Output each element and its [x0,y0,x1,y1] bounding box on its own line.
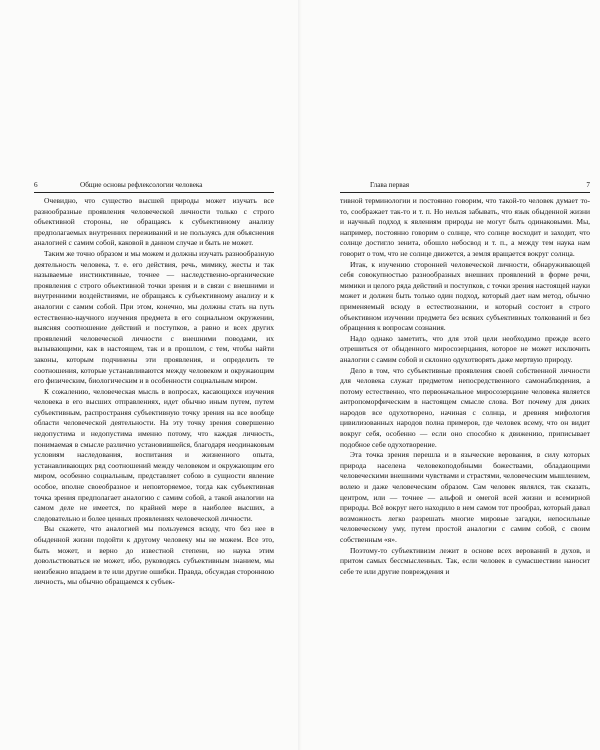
right-page [300,0,600,750]
paragraph: Вы скажете, что аналогией мы пользуемся всюду, что без нее в обыденной жизни подойти к другому человеку мы не можем. Все это, быть может, и верно до известной степени, но наука этим довольствоваться не может, ибо, руководясь субъективным знанием, мы неизбежно впадаем в те или другие ошибки. Правда, обсуждая стороннюю личность, мы обычно обращаемся к субъек- [34,524,274,587]
left-page-number: 6 [34,181,38,189]
paragraph: Дело в том, что субъективные проявления своей собственной личности для человека служат предметом непосредственного самонаблюдения, а потому естественно, что первоначальное миросозерцание человека является антропоморфическим в настоящем смысле слова. Вот почему для диких народов все одухотворено, начиная с солнца, и древняя мифология цивилизованных народов полна примеров, где человек всему, что он видит вокруг себя, особенно — если оно способно к движению, приписывает подобное себе одухотворение. [340,365,590,449]
paragraph: тивной терминологии и постоянно говорим, что такой-то человек думает то-то, соображает так-то и т. п. Но нельзя забывать, что язык обыденной жизни и научный подход к явлениям природы не могут быть одинаковыми. Мы, например, постоянно говорим о солнце, что солнце восходит и заходит, что солнце достигло зенита, обошло небосвод и т. п., а между тем наука нам говорит о том, что не солнце движется, а земля вращается вокруг солнца. [340,196,590,258]
paragraph: К сожалению, человеческая мысль в вопросах, касающихся изучения человека в его высших отправлениях, идет обычно иным путем, путем субъективным, распространяя субъективную точку зрения на все вообще области человеческой деятельности. На эту точку зрения совершенно недопустима и недопустима именно потому, что каждая личность, понимаемая в смысле различно установившейся, благодаря неодинаковым условиям наследования, воспитания и жизненного опыта, устанавливающих ряд соотношений между человеком и окружающим его миром, особенно социальным, представляет собою в сущности явление особое, вполне своеобразное и неповторяемое, тогда как субъективная точка зрения предполагает аналогию с самим собой, а такой аналогии на самом деле не имеется, по крайней мере в наиболее высших, а следовательно и более ценных проявлениях человеческой личности. [34,386,274,523]
paragraph: Поэтому-то субъективизм лежит в основе всех верований в духов, и притом самых бессмысленных. Так, если человек в сумасшествии наносит себе те или другие повреждения и [340,545,590,576]
left-running-head [34,180,274,192]
paragraph: Таким же точно образом и мы можем и должны изучать разнообразную деятельность человека, т. е. его действия, речь, мимику, жесты и так называемые инстинктивные, точнее — наследственно-органические проявления с строго объективной точки зрения и в связи с внешними и внутренними воздействиями, не обращаясь к субъективному анализу и к аналогии с самим собой. При этом, конечно, мы должны стать на путь естественно-научного изучения предмета в его социальном окружении, выясняя соотношение действий и поступков, а равно и всех других проявлений человеческой личности с внешними поводами, их вызывающими, как в настоящем, так и в прошлом, с тем, чтобы найти законы, которым подчинены эти проявления, и определить те соотношения, которые устанавливаются между человеком и окружающим его физическим, биологическим и в особенности социальным миром. [34,248,274,386]
left-running-title: Общие основы рефлексологии человека [80,181,203,189]
left-head-rule [34,192,274,193]
right-running-title: Глава первая [370,181,410,189]
paragraph: Очевидно, что существо высшей природы может изучать все разнообразные проявления человеческой личности только с строго объективной стороны, не обращаясь к субъективному анализу предполагаемых внутренних переживаний и не пользуясь для объяснения аналогией с самим собой, каковой в данном случае и быть не может. [34,196,274,248]
left-body-text [34,196,274,588]
right-page-number: 7 [586,181,590,189]
right-running-head [340,180,590,192]
paragraph: Итак, к изучению сторонней человеческой личности, обнаруживающей себя совокупностью разнообразных внешних проявлений в форме речи, мимики и целого ряда действий и поступков, с точки зрения настоящей науки может и должен быть только один подход, который дает нам метод, обычно применяемый всюду в естествознании, и который состоит в строго объективном изучении предмета без всяких субъективных толкований и без обращения к вопросам сознания. [340,259,590,333]
paragraph: Надо однако заметить, что для этой цели необходимо прежде всего отрешиться от обыденного миросозерцания, которое не может исключить аналогии с самим собой и склонно одухотворять даже мертвую природу. [340,333,590,364]
right-head-rule [340,192,590,193]
right-body-text [340,196,590,577]
paragraph: Эта точка зрения перешла и в языческие верования, в силу которых природа населена человекоподобными божествами, обладающими человеческими внешними чувствами и страстями, человеческим мышлением, волею и даже человеческим образом. Сам человек являлся, так сказать, центром, или — точнее — альфой и омегой всей жизни и всемирной природы. Всё вокруг него находило в нем самом тот прообраз, который давал возможность легко разрешать многие мировые загадки, непосильные человеческому уму, путем простой аналогии с самим собой, с своим собственным «я». [340,450,590,544]
